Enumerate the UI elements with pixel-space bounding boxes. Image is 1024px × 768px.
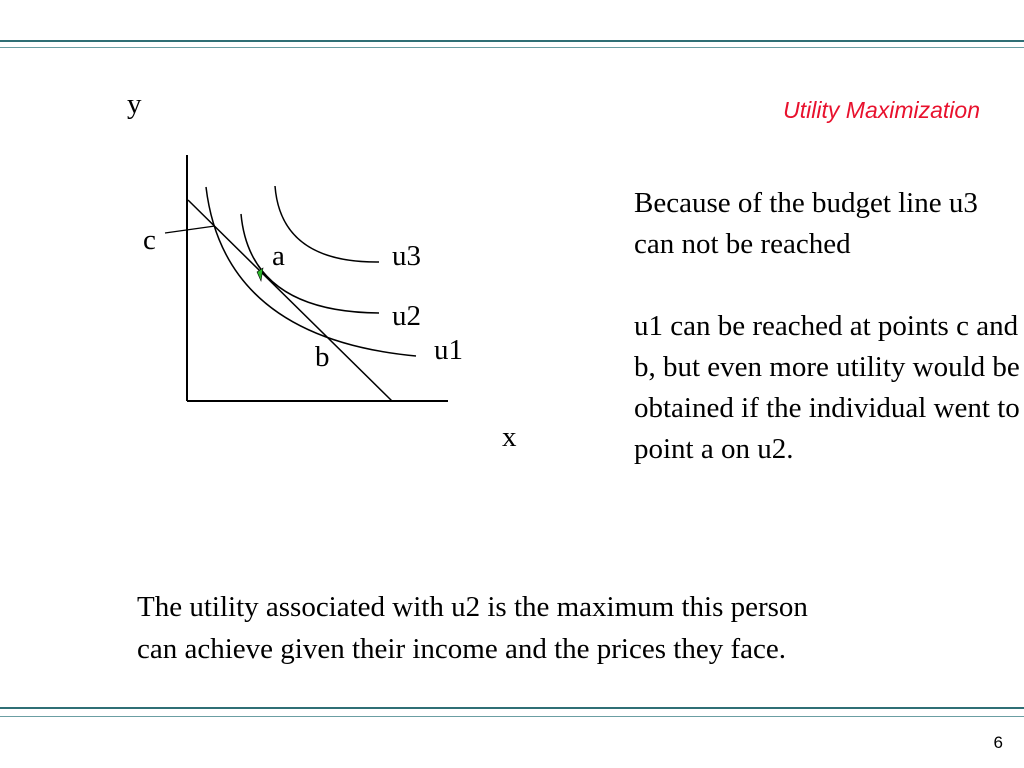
conclusion-line-1: The utility associated with u2 is the maximum this person [137, 591, 808, 623]
indifference-curve-u3 [275, 186, 379, 262]
conclusion-text [137, 586, 987, 670]
side-explanation [634, 183, 1020, 470]
page-number: 6 [993, 733, 1003, 752]
bottom-rule-thin [0, 716, 1024, 717]
curve-u1-label: u1 [434, 334, 463, 366]
conclusion-line-2: can achieve given their income and the prices they face. [137, 633, 786, 665]
point-b-label: b [315, 341, 330, 373]
point-a-marker [257, 268, 263, 281]
indifference-curve-u2 [241, 214, 379, 313]
curve-u2-label: u2 [392, 300, 421, 332]
point-a-label: a [272, 240, 285, 272]
side-paragraph-points: u1 can be reached at points c and b, but even more utility would be obtained if the individual went to point a on u2. [634, 310, 1020, 465]
slide-title: Utility Maximization [783, 97, 980, 123]
side-paragraph-budget: Because of the budget line u3 can not be reached [634, 187, 978, 260]
point-c-pointer [165, 226, 215, 233]
curve-u3-label: u3 [392, 240, 421, 272]
x-axis-label: x [502, 421, 517, 453]
bottom-rule [0, 707, 1024, 709]
indifference-curve-u1 [206, 187, 416, 356]
y-axis-label: y [127, 88, 142, 120]
utility-diagram [0, 0, 620, 470]
point-c-label: c [143, 224, 156, 256]
